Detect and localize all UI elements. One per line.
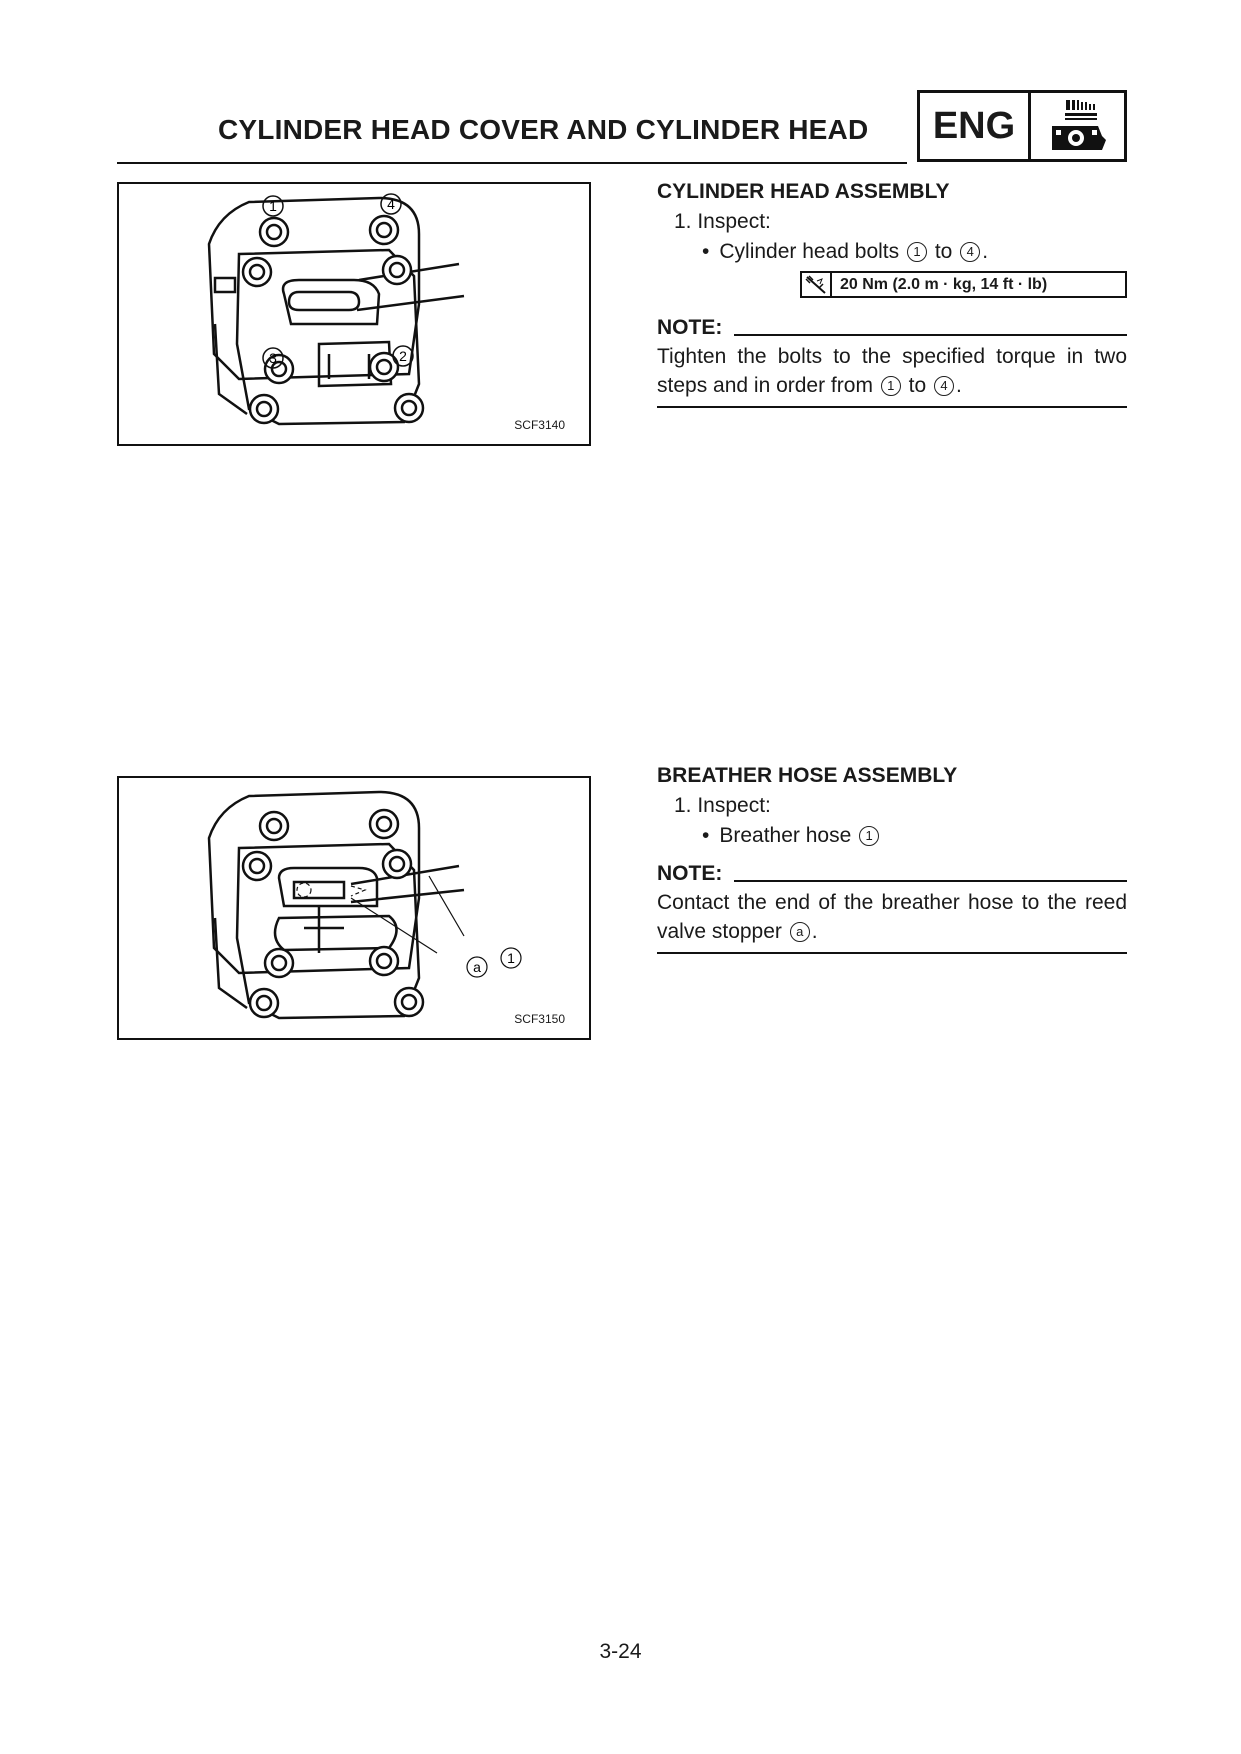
to-word: to [908,374,927,397]
breather-hose-figure [117,776,591,1040]
cylinder-head-figure [117,182,591,446]
figure-code: SCF3140 [514,418,565,432]
ref-1: 1 [881,376,901,396]
page-number: 3-24 [599,1640,642,1663]
section-badge [917,90,1127,162]
callout-1: 1 [269,198,277,214]
note-label: NOTE: [657,316,723,339]
note-end-rule [657,406,1127,408]
cylinder-head-drawing [119,184,589,444]
note-end: . [811,920,818,943]
note-body: Tighten the bolts to the specified torque in two steps and in order from [657,345,1127,397]
bullet-dot: • [702,824,710,847]
badge-label: ENG [920,93,1031,159]
to-word: to [934,240,953,263]
note-header [657,862,1127,886]
note-end: . [955,374,962,397]
callout-3: 3 [269,350,277,366]
ref-1: 1 [907,242,927,262]
callout-a: a [473,959,481,975]
note-label: NOTE: [657,862,723,885]
note-header [657,316,1127,340]
note-rule [734,334,1127,336]
note-text [657,342,1127,400]
note-end-rule [657,952,1127,954]
bullet-text: Cylinder head bolts [719,240,900,263]
bullet-end: . [982,240,989,263]
torque-spec-box [800,271,1127,298]
note-text [657,888,1127,946]
page-title: CYLINDER HEAD COVER AND CYLINDER HEAD [218,114,869,145]
step-item: 1. Inspect: [674,210,771,233]
ref-4: 4 [934,376,954,396]
title-underline [117,162,907,164]
callout-4: 4 [387,196,395,212]
breather-hose-assembly-section [657,764,1127,954]
engine-icon [1031,93,1124,159]
ref-4: 4 [960,242,980,262]
section-heading: BREATHER HOSE ASSEMBLY [657,764,958,787]
bullet-item [702,240,1127,264]
torque-wrench-icon [802,273,832,296]
section-heading: CYLINDER HEAD ASSEMBLY [657,180,950,203]
note-rule [734,880,1127,882]
callout-2: 2 [399,348,407,364]
bullet-item [702,824,1127,848]
callout-1: 1 [507,950,515,966]
breather-hose-drawing [119,778,589,1038]
ref-1: 1 [859,826,879,846]
bullet-text: Breather hose [719,824,852,847]
bullet-dot: • [702,240,710,263]
torque-value: 20 Nm (2.0 m · kg, 14 ft · lb) [840,275,1048,293]
ref-a: a [790,922,810,942]
figure-code: SCF3150 [514,1012,565,1026]
note-body: Contact the end of the breather hose to the reed valve stopper [657,891,1127,943]
step-item: 1. Inspect: [674,794,771,817]
